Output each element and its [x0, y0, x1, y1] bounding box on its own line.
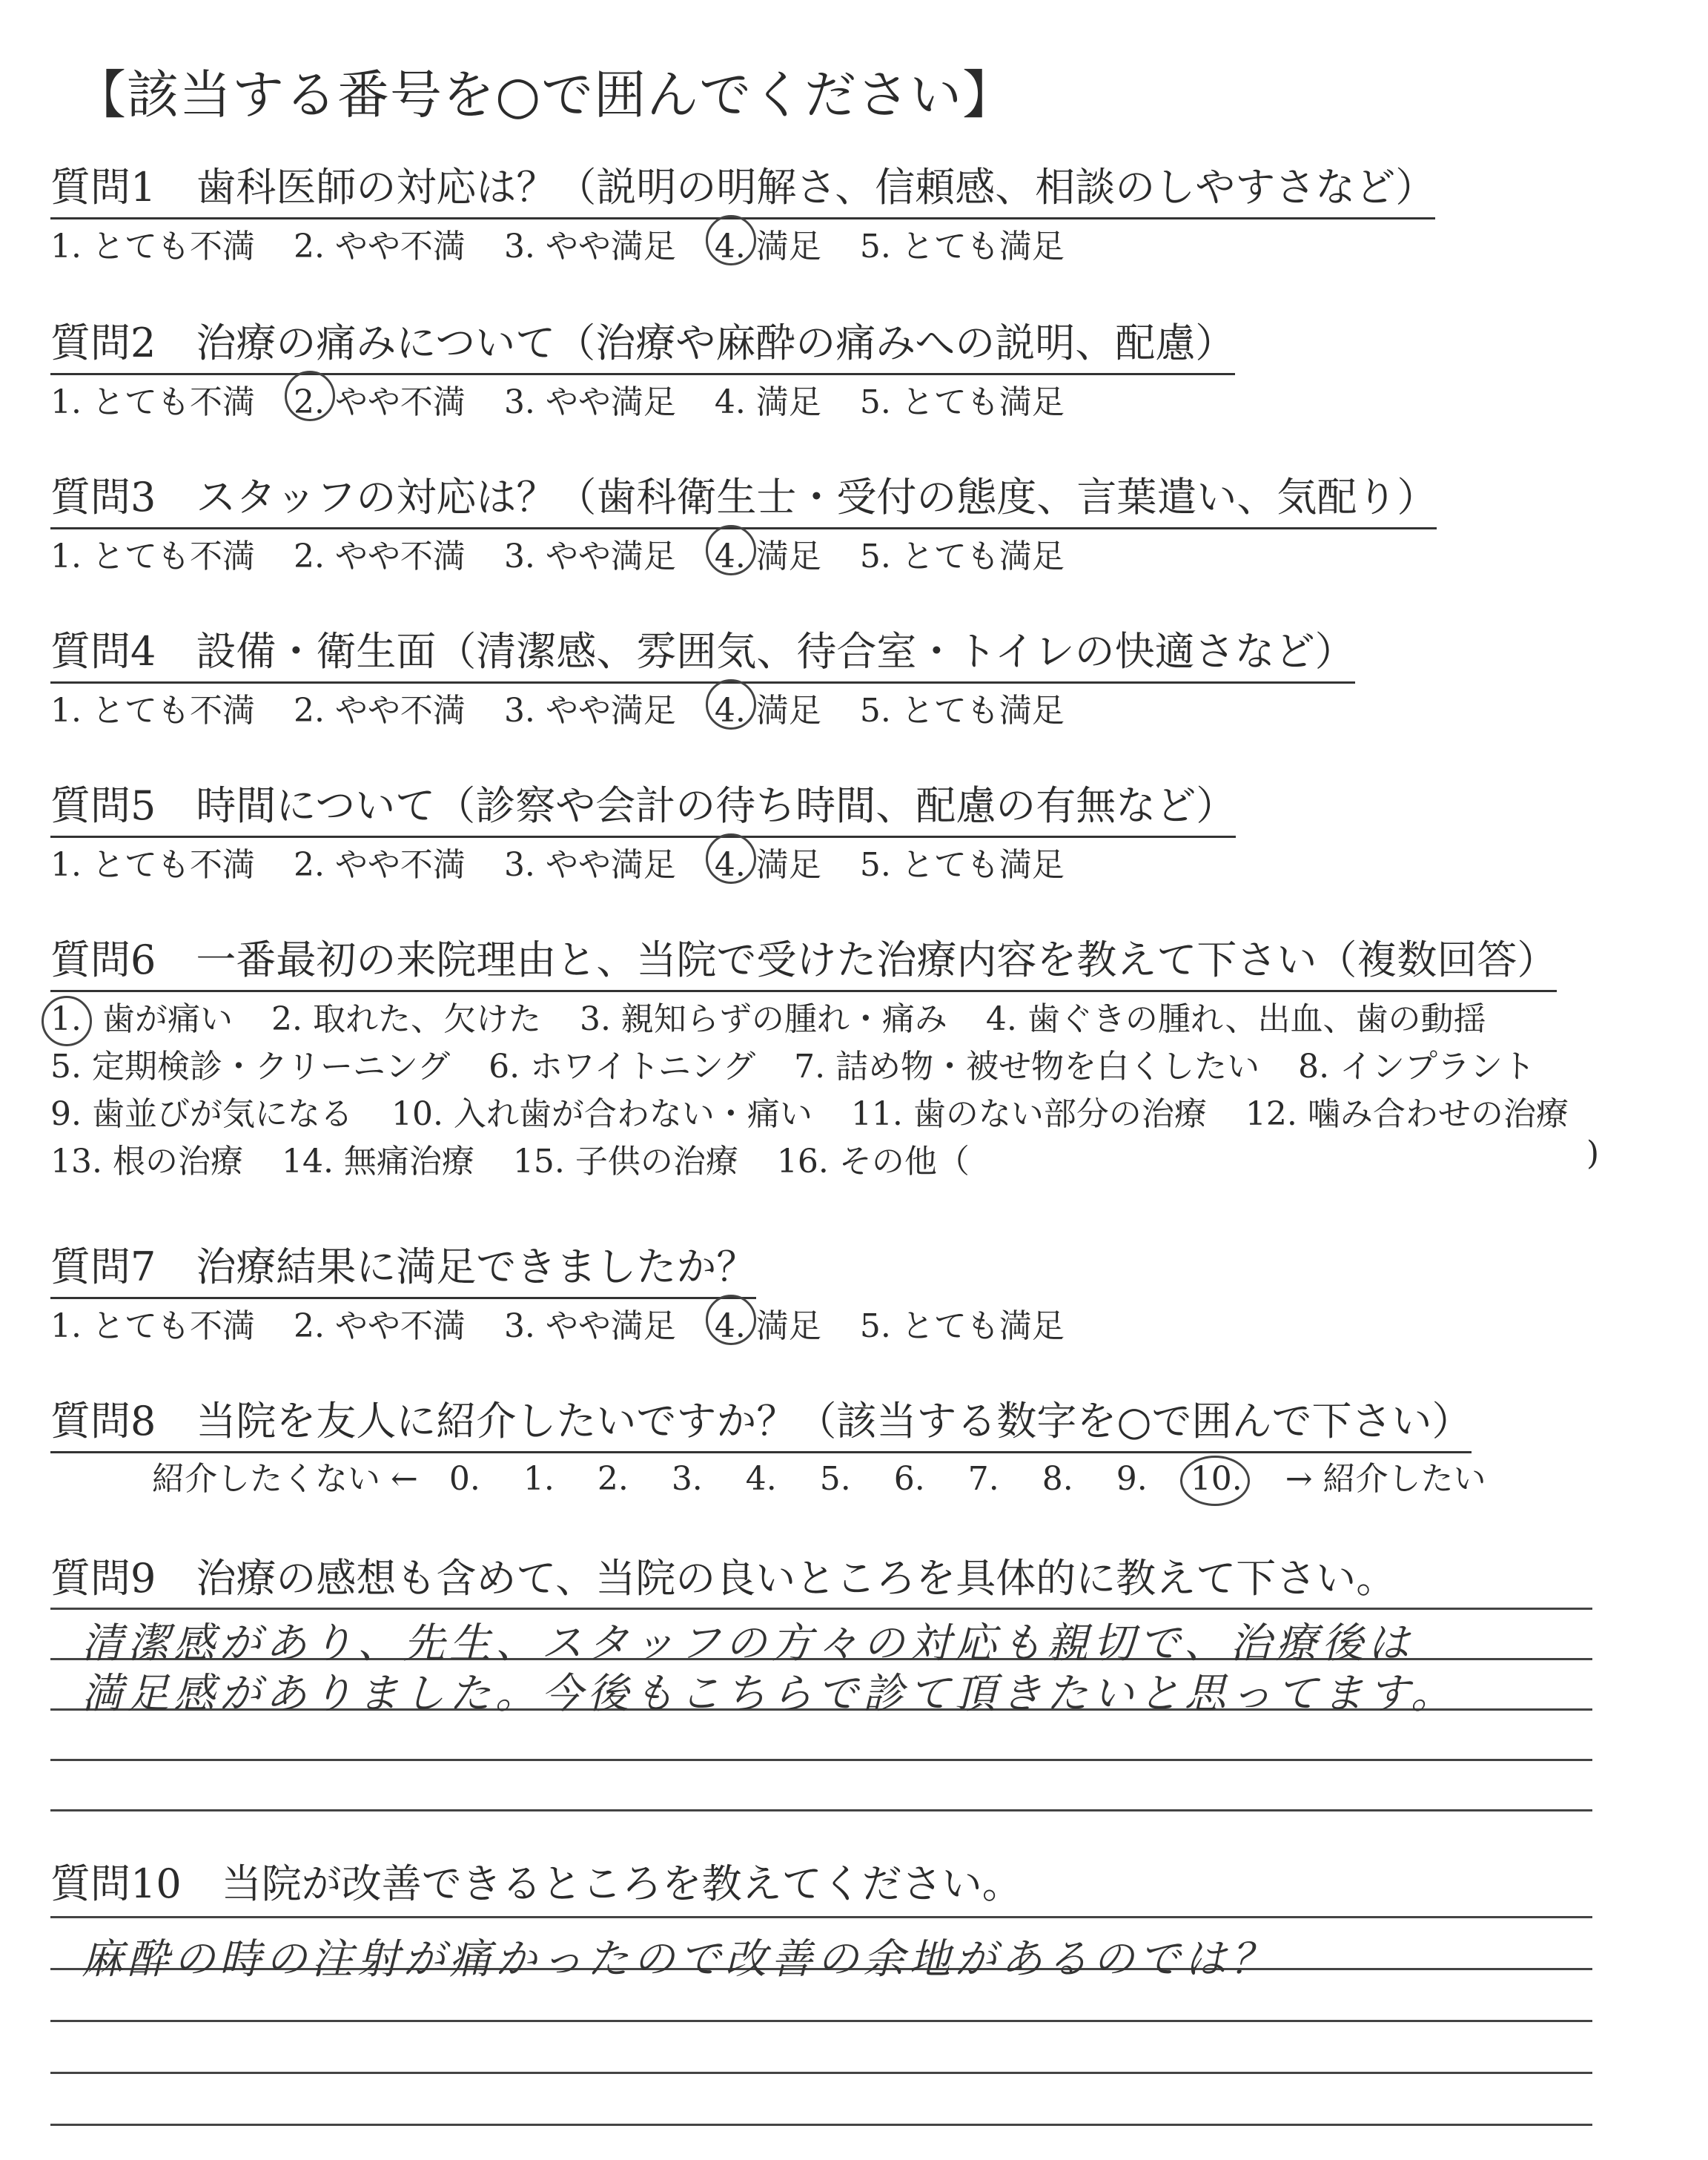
reason-number: 1.: [50, 1000, 82, 1038]
reason-10[interactable]: 10. 入れ歯が合わない・痛い: [391, 1095, 812, 1133]
question-5-options: [50, 838, 1093, 885]
q9-handwritten-answer-line-2: 満足感がありました。今後もこちらで診て頂きたいと思ってます。: [82, 1670, 1457, 1718]
other-close-paren: ): [1586, 1135, 1600, 1172]
question-9-label: 質問9 治療の感想も含めて、当院の良いところを具体的に教えて下さい。: [50, 1555, 1397, 1602]
reason-5[interactable]: 5. 定期検診・クリーニング: [50, 1048, 451, 1086]
reason-4[interactable]: 4. 歯ぐきの腫れ、出血、歯の動揺: [985, 1000, 1486, 1038]
reason-16-other[interactable]: 16. その他（: [776, 1143, 970, 1180]
question-7-options: [50, 1299, 1093, 1347]
option-4[interactable]: 4. 満足: [714, 383, 821, 421]
option-3[interactable]: 3. やや満足: [503, 383, 676, 421]
option-1[interactable]: 1. とても不満: [50, 692, 255, 730]
question-4-label: 質問4 設備・衛生面（清潔感、雰囲気、待合室・トイレの快適さなど）: [50, 620, 1355, 684]
option-label: 2. やや不満: [293, 383, 466, 421]
option-4-circled[interactable]: [715, 1299, 821, 1347]
reason-7[interactable]: 7. 詰め物・被せ物を白くしたい: [794, 1048, 1260, 1086]
question-8-scale: [152, 1452, 1486, 1499]
option-label: 4. 満足: [714, 1307, 821, 1345]
scale-10-circled[interactable]: [1191, 1460, 1242, 1498]
question-6-row-1: [50, 992, 1515, 1040]
question-4-options: [50, 684, 1093, 731]
option-4-circled[interactable]: [715, 529, 821, 577]
scale-left-label: 紹介したくない ←: [152, 1460, 418, 1498]
option-3[interactable]: 3. やや満足: [503, 228, 676, 265]
reason-6[interactable]: 6. ホワイトニング: [489, 1048, 756, 1086]
option-4-circled[interactable]: [715, 684, 821, 731]
option-5[interactable]: 5. とても満足: [859, 383, 1065, 421]
option-label: 4. 満足: [714, 692, 821, 730]
scale-right-label: → 紹介したい: [1285, 1460, 1486, 1498]
reason-3[interactable]: 3. 親知らずの腫れ・痛み: [579, 1000, 947, 1038]
question-3-label: 質問3 スタッフの対応は？（歯科衛生士・受付の態度、言葉遣い、気配り）: [50, 466, 1437, 529]
question-2-options: [50, 375, 1093, 423]
answer-line: [50, 1916, 1592, 1918]
option-3[interactable]: 3. やや満足: [503, 846, 676, 884]
option-4-circled[interactable]: [715, 219, 821, 267]
option-5[interactable]: 5. とても満足: [859, 692, 1065, 730]
question-6-row-2: [50, 1040, 1563, 1087]
q9-handwritten-answer-line-1: 清潔感があり、先生、スタッフの方々の対応も親切で、治療後は: [82, 1619, 1414, 1668]
question-10-label: 質問10 当院が改善できるところを教えてください。: [50, 1860, 1022, 1907]
scale-7[interactable]: 7.: [967, 1460, 999, 1498]
scale-1[interactable]: 1.: [523, 1460, 555, 1498]
scale-2[interactable]: 2.: [597, 1460, 629, 1498]
option-3[interactable]: 3. やや満足: [503, 692, 676, 730]
reason-1-label: 歯が痛い: [102, 1000, 233, 1038]
option-label: 4. 満足: [714, 538, 821, 575]
question-6-row-3: [50, 1087, 1569, 1135]
option-3[interactable]: 3. やや満足: [503, 1307, 676, 1345]
question-1-label: 質問1 歯科医師の対応は？（説明の明解さ、信頼感、相談のしやすさなど）: [50, 156, 1435, 219]
question-6-label: 質問6 一番最初の来院理由と、当院で受けた治療内容を教えて下さい（複数回答）: [50, 928, 1557, 992]
option-label: 4. 満足: [714, 846, 821, 884]
answer-line: [50, 2124, 1592, 2126]
reason-14[interactable]: 14. 無痛治療: [281, 1143, 474, 1180]
answer-line: [50, 1759, 1592, 1761]
scale-6[interactable]: 6.: [893, 1460, 925, 1498]
option-2[interactable]: 2. やや不満: [293, 692, 466, 730]
scale-5[interactable]: 5.: [819, 1460, 851, 1498]
option-5[interactable]: 5. とても満足: [859, 1307, 1065, 1345]
answer-line: [50, 1809, 1592, 1811]
reason-15[interactable]: 15. 子供の治療: [512, 1143, 738, 1180]
answer-line: [50, 1608, 1592, 1610]
scale-3[interactable]: 3.: [671, 1460, 703, 1498]
question-8-label: 質問8 当院を友人に紹介したいですか？（該当する数字を○で囲んで下さい）: [50, 1390, 1472, 1453]
scale-number: 10.: [1190, 1460, 1242, 1498]
q10-handwritten-answer-line-1: 麻酔の時の注射が痛かったので改善の余地があるのでは？: [82, 1935, 1277, 1984]
option-5[interactable]: 5. とても満足: [859, 228, 1065, 265]
option-1[interactable]: 1. とても不満: [50, 846, 255, 884]
reason-2[interactable]: 2. 取れた、欠けた: [271, 1000, 541, 1038]
option-2[interactable]: 2. やや不満: [293, 1307, 466, 1345]
option-2[interactable]: 2. やや不満: [293, 228, 466, 265]
option-3[interactable]: 3. やや満足: [503, 538, 676, 575]
option-1[interactable]: 1. とても不満: [50, 228, 255, 265]
option-5[interactable]: 5. とても満足: [859, 538, 1065, 575]
option-4-circled[interactable]: [715, 838, 821, 885]
option-2[interactable]: 2. やや不満: [293, 846, 466, 884]
option-label: 4. 満足: [714, 228, 821, 265]
answer-line: [50, 2072, 1592, 2074]
question-2-label: 質問2 治療の痛みについて（治療や麻酔の痛みへの説明、配慮）: [50, 311, 1235, 375]
question-6-row-4: [50, 1135, 998, 1182]
question-3-options: [50, 529, 1093, 577]
reason-8[interactable]: 8. インプラント: [1298, 1048, 1536, 1086]
page-title: 【該当する番号を○で囲んでください】: [74, 65, 1016, 125]
scale-9[interactable]: 9.: [1116, 1460, 1148, 1498]
reason-12[interactable]: 12. 噛み合わせの治療: [1245, 1095, 1569, 1133]
question-7-label: 質問7 治療結果に満足できましたか？: [50, 1235, 756, 1299]
option-1[interactable]: 1. とても不満: [50, 1307, 255, 1345]
reason-1-circled[interactable]: [50, 1000, 82, 1038]
question-1-options: [50, 219, 1093, 267]
reason-13[interactable]: 13. 根の治療: [50, 1143, 243, 1180]
reason-9[interactable]: 9. 歯並びが気になる: [50, 1095, 353, 1133]
question-5-label: 質問5 時間について（診察や会計の待ち時間、配慮の有無など）: [50, 774, 1236, 838]
scale-8[interactable]: 8.: [1042, 1460, 1073, 1498]
answer-line: [50, 2020, 1592, 2022]
option-1[interactable]: 1. とても不満: [50, 383, 255, 421]
reason-11[interactable]: 11. 歯のない部分の治療: [850, 1095, 1207, 1133]
option-5[interactable]: 5. とても満足: [859, 846, 1065, 884]
option-2[interactable]: 2. やや不満: [293, 538, 466, 575]
option-1[interactable]: 1. とても不満: [50, 538, 255, 575]
scale-4[interactable]: 4.: [745, 1460, 777, 1498]
scale-0[interactable]: 0.: [448, 1460, 480, 1498]
option-2-circled[interactable]: [294, 375, 466, 423]
